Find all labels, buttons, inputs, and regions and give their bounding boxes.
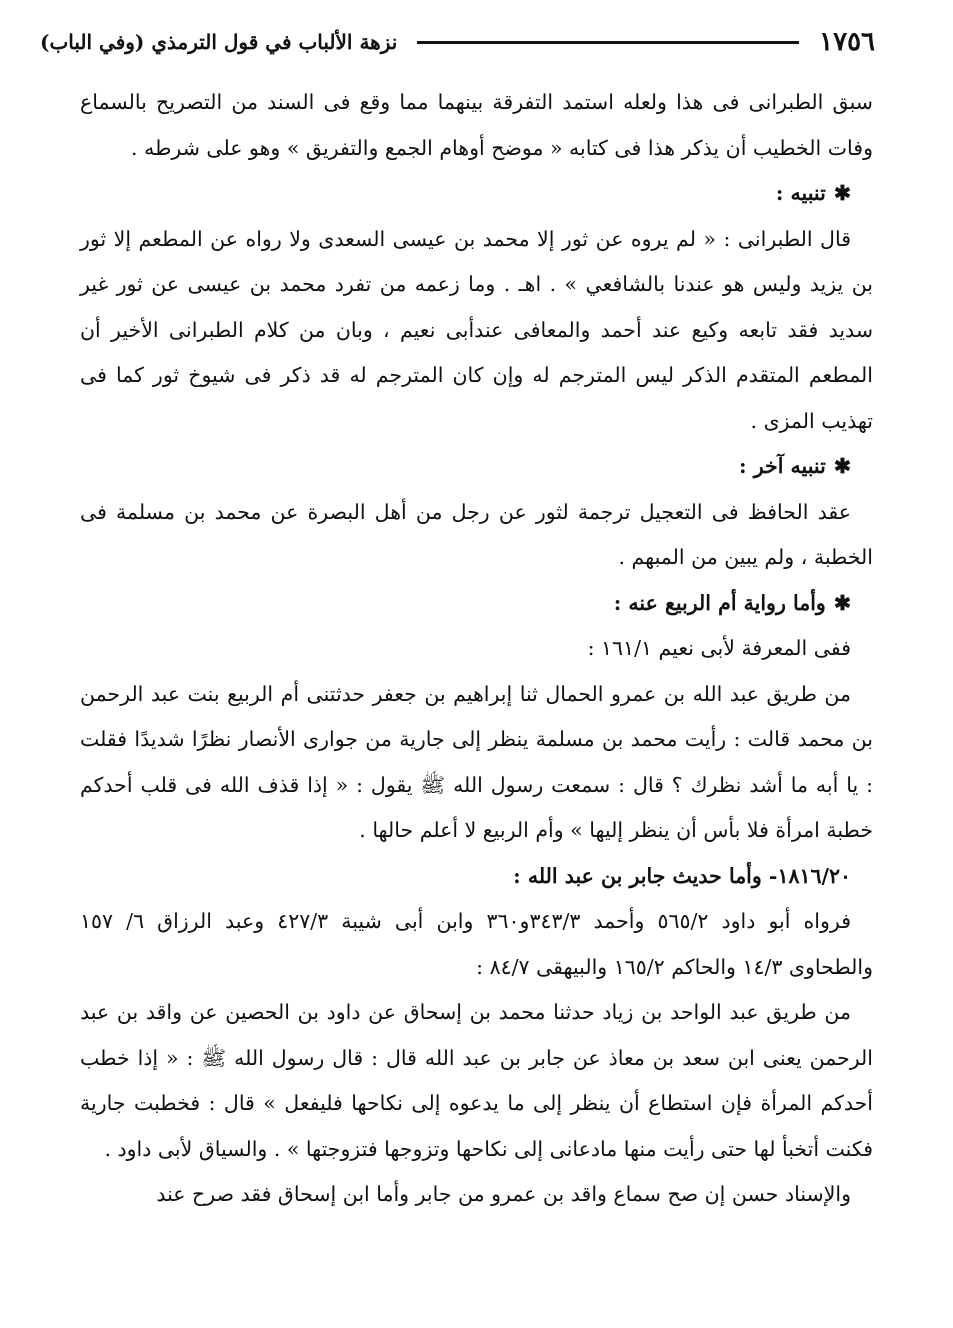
paragraph: فرواه أبو داود ٥٦٥/٢ وأحمد ٣٤٣/٣و٣٦٠ وابن أبى شيبة ٤٢٧/٣ وعبد الرزاق ٦/ ١٥٧ والطحاوى ١٤/٣ والحاكم ١٦٥/٢ والبيهقى ٨٤/٧ : — [80, 909, 873, 979]
section-heading — [80, 581, 873, 627]
paragraph: قال الطبرانى : « لم يروه عن ثور إلا محمد بن عيسى السعدى ولا رواه عن المطعم إلا ثور بن يزيد وليس هو عندنا بالشافعي » . اهـ . وما زعمه من تفرد محمد بن عيسى عن ثور غير سديد فقد تابعه وكيع عند أحمد والمعافى عندأبى نعيم ، وبان من كلام الطبرانى الأخير أن المطعم المتقدم الذكر ليس المترجم له وإن كان المترجم له قد ذكر فى شيوخ ثور كما فى تهذيب المزى . — [80, 226, 873, 433]
heading-text: وأما رواية أم الربيع عنه : — [613, 590, 826, 615]
heading-text: تنبيه : — [775, 181, 826, 205]
page-number: ١٧٥٦ — [819, 27, 875, 57]
hadith-heading: ١٨١٦/٢٠- وأما حديث جابر بن عبد الله : — [513, 863, 851, 888]
asterisk-icon: ✱ — [833, 181, 851, 205]
page-header — [40, 22, 875, 62]
paragraph: والإسناد حسن إن صح سماع واقد بن عمرو من جابر وأما ابن إسحاق فقد صرح عند — [156, 1182, 851, 1206]
source-reference: ففى المعرفة لأبى نعيم ١٦١/١ : — [587, 636, 851, 660]
asterisk-icon: ✱ — [833, 454, 851, 478]
header-rule — [417, 41, 799, 44]
section-heading — [80, 444, 873, 490]
asterisk-icon: ✱ — [833, 590, 851, 615]
running-title: نزهة الألباب في قول الترمذي (وفي الباب) — [40, 30, 398, 54]
heading-text: تنبيه آخر : — [739, 454, 826, 478]
page-body — [80, 80, 873, 1218]
paragraph: عقد الحافظ فى التعجيل ترجمة لثور عن رجل من أهل البصرة عن محمد بن مسلمة فى الخطبة ، ولم يبين من المبهم . — [80, 499, 873, 569]
section-heading — [80, 171, 873, 217]
paragraph: سبق الطبرانى فى هذا ولعله استمد التفرقة بينهما مما وقع فى السند من التصريح بالسماع وفات الخطيب أن يذكر هذا فى كتابه « موضح أوهام الجمع والتفريق » وهو على شرطه . — [80, 90, 873, 160]
paragraph: من طريق عبد الله بن عمرو الحمال ثنا إبراهيم بن جعفر حدثتنى أم الربيع بنت عبد الرحمن بن محمد قالت : رأيت محمد بن مسلمة ينظر إلى جارية من جوارى الأنصار نظرًا شديدًا فقلت : يا أبه ما أشد نظرك ؟ قال : سمعت رسول الله ﷺ يقول : « إذا قذف الله فى قلب أحدكم خطبة امرأة فلا بأس أن ينظر إليها » وأم الربيع لا أعلم حالها . — [80, 681, 873, 842]
paragraph: من طريق عبد الواحد بن زياد حدثنا محمد بن إسحاق عن داود بن الحصين عن واقد بن عبد الرحمن يعنى ابن سعد بن معاذ عن جابر بن عبد الله قال : قال رسول الله ﷺ : « إذا خطب أحدكم المرأة فإن استطاع أن ينظر إلى ما يدعوه إلى نكاحها فليفعل » قال : فخطبت جارية فكنت أتخبأ لها حتى رأيت منها مادعانى إلى نكاحها وتزوجها فتزوجتها » . والسياق لأبى داود . — [80, 1000, 873, 1161]
